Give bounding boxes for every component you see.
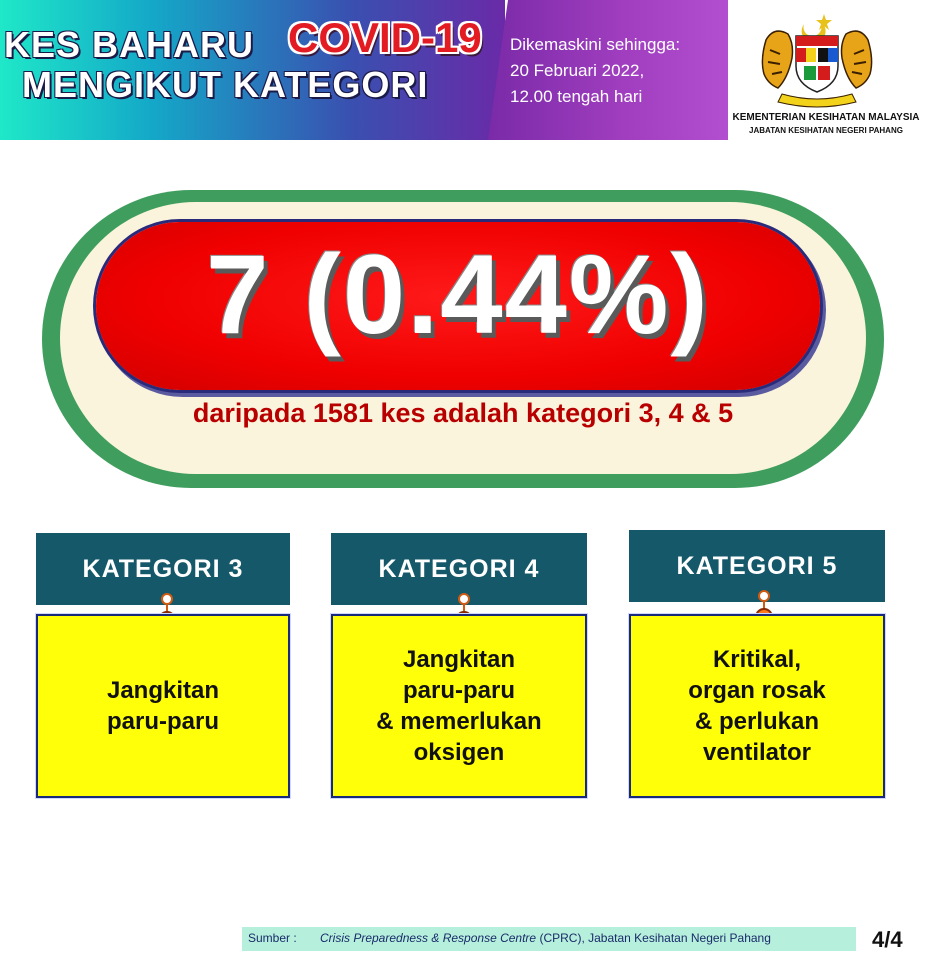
update-date: 20 Februari 2022, [510,61,645,80]
category-5-header: KATEGORI 5 [629,530,885,602]
category-4-description: Jangkitan paru-paru & memerlukan oksigen [376,646,542,766]
category-3-description: Jangkitan paru-paru [106,677,220,735]
update-time: 12.00 tengah hari [510,87,643,106]
category-4-header: KATEGORI 4 [331,533,587,605]
title-line-1: KES BAHARU [4,24,255,65]
category-3-header: KATEGORI 3 [36,533,290,605]
case-count-subtitle: daripada 1581 kes adalah kategori 3, 4 & 5 [192,398,734,428]
category-3-card [36,614,290,798]
category-5-card [629,614,885,798]
source-citation [320,931,771,945]
category-5-description: Kritikal, organ rosak & perlukan ventilator [688,646,826,766]
header-banner [0,0,926,140]
update-timestamp [510,32,680,110]
source-label: Sumber : [248,931,297,945]
ministry-name: KEMENTERIAN KESIHATAN MALAYSIA [732,112,920,123]
title-covid: COVID-19 [288,14,482,61]
category-4-card [331,614,587,798]
source-department: (CPRC), Jabatan Kesihatan Negeri Pahang [536,931,771,945]
page-number: 4/4 [872,927,903,952]
source-organization: Crisis Preparedness & Response Centre [320,931,537,945]
update-label: Dikemaskini sehingga: [510,35,681,54]
case-count-figure: 7 (0.44%) [206,232,710,357]
department-name: JABATAN KESIHATAN NEGERI PAHANG [749,126,903,135]
title-line-2: MENGIKUT KATEGORI [22,64,429,105]
coat-of-arms-icon [752,10,882,110]
